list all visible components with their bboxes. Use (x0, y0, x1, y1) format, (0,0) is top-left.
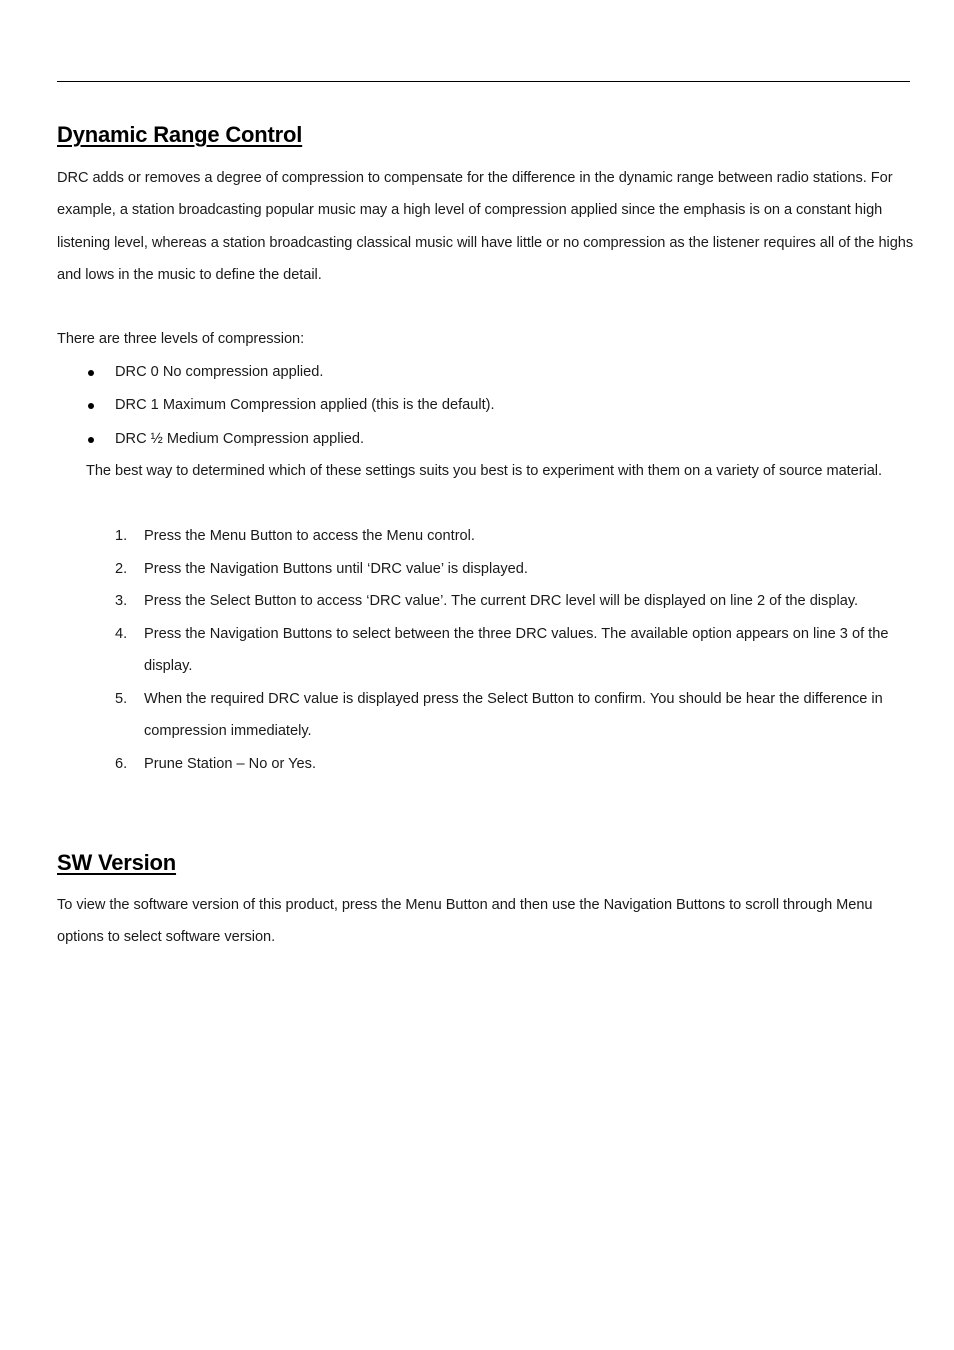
list-item (86, 423, 906, 456)
step-text: When the required DRC value is displayed press the Select Button to confirm. You should be hear the difference in compression immediately. (144, 690, 883, 739)
step-number: 4. (115, 625, 128, 642)
list-item (86, 389, 906, 422)
step-number: 1. (115, 528, 128, 544)
step-item (115, 748, 905, 780)
header-rule (57, 81, 910, 82)
list-item-text: DRC 0 No compression applied. (115, 364, 324, 380)
list-item-text: DRC ½ Medium Compression applied. (115, 430, 365, 447)
step-text: Press the Navigation Buttons until ‘DRC value’ is displayed. (144, 560, 528, 577)
step-item (115, 520, 905, 552)
bullet-icon (88, 370, 94, 376)
section-heading-sw-version: SW Version (57, 850, 177, 875)
compression-levels-list (86, 356, 906, 456)
step-item (115, 585, 905, 617)
list-item (86, 356, 906, 389)
step-number: 3. (115, 593, 128, 610)
step-item (115, 683, 905, 748)
list-item-text: DRC 1 Maximum Compression applied (this is the default). (115, 397, 495, 414)
step-item (115, 553, 905, 585)
step-number: 6. (115, 755, 128, 772)
section-heading-dynamic-range-control: Dynamic Range Control (57, 122, 303, 147)
step-text: Prune Station – No or Yes. (144, 755, 316, 772)
drc-intro-paragraph: DRC adds or removes a degree of compression to compensate for the difference in the dynamic range between radio stations. For example, a station broadcasting popular music may a high level of compression applied since the emphasis is on a constant high listening level, whereas a station broadcasting classical music will have little or no compression as the listener requires all of the highs and lows in the music to define the detail. (57, 170, 914, 283)
bullet-icon (88, 403, 94, 409)
step-text: Press the Menu Button to access the Menu control. (144, 528, 475, 544)
step-text: Press the Navigation Buttons to select between the three DRC values. The available option appears on line 3 of the display. (144, 625, 889, 675)
levels-intro-text: There are three levels of compression: (57, 331, 305, 347)
step-number: 5. (115, 690, 128, 707)
drc-steps-list (115, 520, 905, 780)
advice-paragraph: The best way to determined which of these settings suits you best is to experiment with them on a variety of source material. (86, 463, 882, 479)
step-item (115, 618, 905, 683)
bullet-icon (88, 437, 94, 443)
step-text: Press the Select Button to access ‘DRC value’. The current DRC level will be displayed on line 2 of the display. (144, 593, 859, 610)
sw-version-paragraph: To view the software version of this product, press the Menu Button and then use the Navigation Buttons to scroll through Menu options to select software version. (57, 897, 873, 946)
step-number: 2. (115, 560, 128, 577)
